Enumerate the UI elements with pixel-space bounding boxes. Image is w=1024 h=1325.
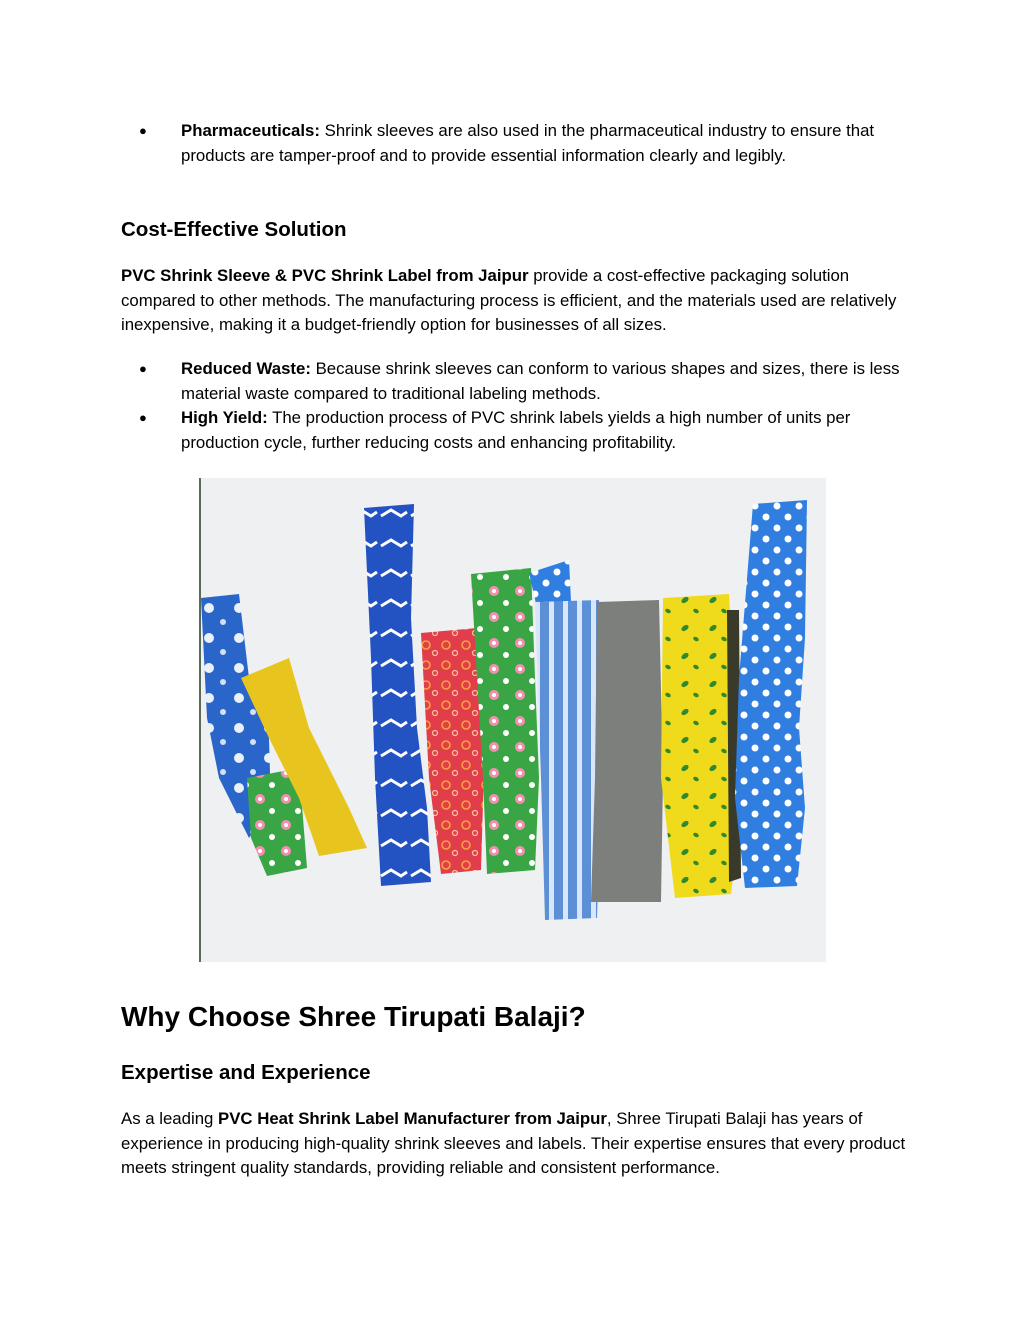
list-item [121,357,906,406]
bullet-label: Pharmaceuticals: [181,121,320,140]
cost-bullet-list [121,357,906,455]
cost-paragraph [121,264,906,338]
section-heading-cost: Cost-Effective Solution [121,218,347,241]
list-item [121,119,906,168]
grey-sleeve [591,600,663,902]
section-heading-expertise: Expertise and Experience [121,1061,371,1084]
bullet-text: The production process of PVC shrink labels yields a high number of units per production cycle, further reducing costs and enhancing profitability. [181,408,851,452]
cost-paragraph-bold: PVC Shrink Sleeve & PVC Shrink Label from Jaipur [121,266,529,285]
bullet-icon: ● [139,123,147,138]
bullet-icon: ● [139,410,147,425]
expertise-text-post: , Shree Tirupati Balaji has years of experience in producing high-quality shrink sleeves and labels. Their expertise ensures that every product meets stringent quality standards, providing reliable and consistent performance. [121,1109,906,1177]
bullet-icon: ● [139,361,147,376]
shrink-sleeve-photo [199,478,826,962]
bullet-label: Reduced Waste: [181,359,311,378]
cost-paragraph-text: provide a cost-effective packaging solution compared to other methods. The manufacturing process is efficient, and the materials used are relatively inexpensive, making it a budget-friendly option for businesses of all sizes. [121,266,897,334]
section-heading-why: Why Choose Shree Tirupati Balaji? [121,1001,586,1032]
bullet-text: Shrink sleeves are also used in the pharmaceutical industry to ensure that products are tamper-proof and to provide essential information clearly and legibly. [181,121,875,165]
bullet-text: Because shrink sleeves can conform to various shapes and sizes, there is less material waste compared to traditional labeling methods. [181,359,900,403]
bullet-label: High Yield: [181,408,268,427]
pharma-bullet-list [121,119,906,168]
list-item [121,406,906,455]
expertise-text-bold: PVC Heat Shrink Label Manufacturer from Jaipur [218,1109,607,1128]
expertise-text-pre: As a leading [121,1109,219,1128]
expertise-paragraph [121,1107,906,1181]
